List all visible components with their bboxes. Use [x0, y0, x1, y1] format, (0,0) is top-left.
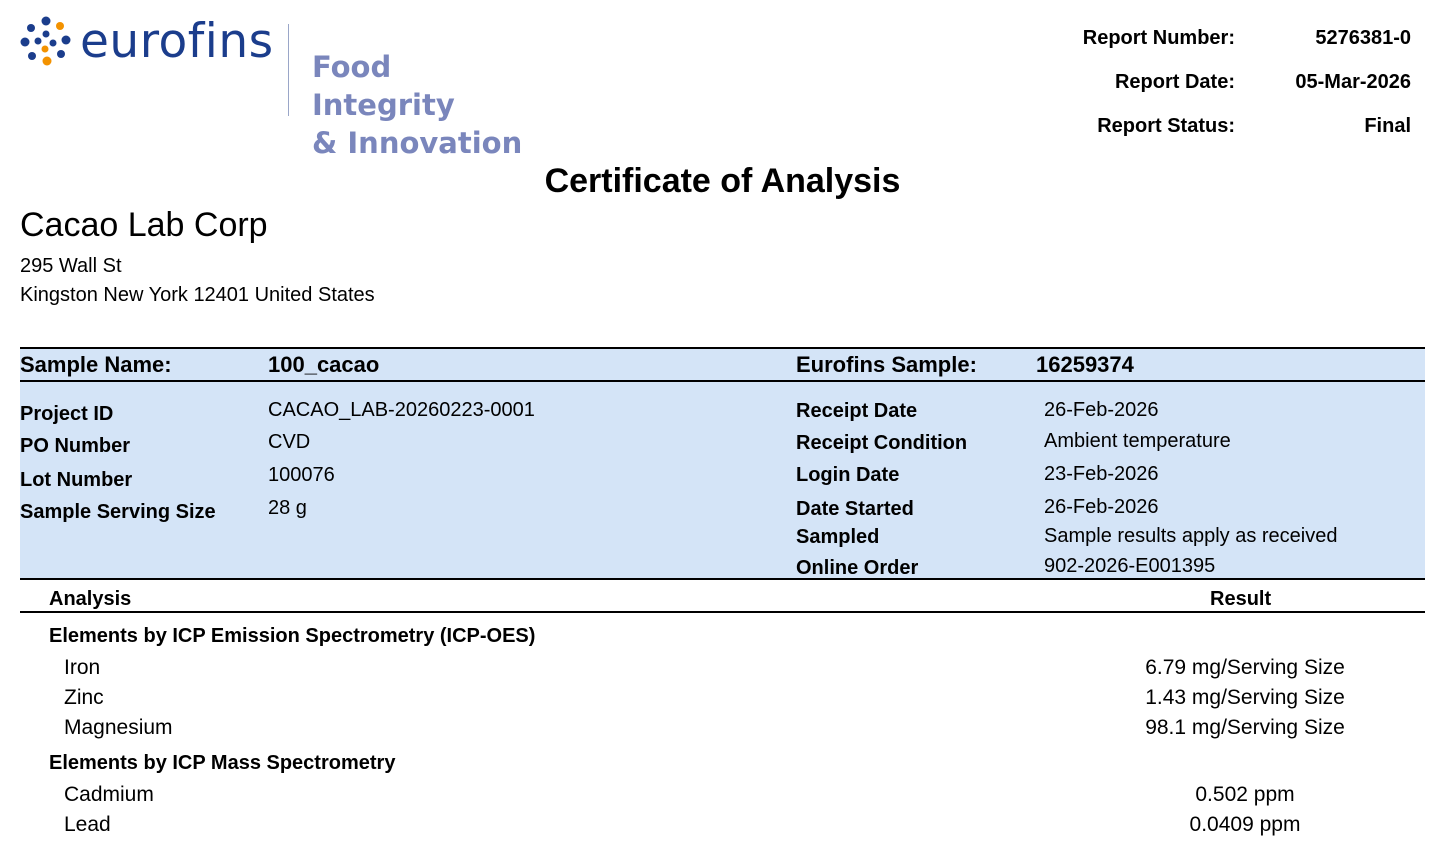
login-date-label: Login Date — [796, 464, 900, 486]
logo-division-line2: & Innovation — [312, 126, 523, 160]
receipt-date-label: Receipt Date — [796, 400, 918, 422]
analysis-row-name: Lead — [64, 813, 111, 836]
result-column-header: Result — [1210, 588, 1272, 610]
eurofins-sample-label: Eurofins Sample: — [796, 352, 977, 377]
logo-wordmark: eurofins — [80, 14, 274, 69]
report-meta — [1020, 16, 1411, 148]
analysis-row-result: 98.1 mg/Serving Size — [1145, 716, 1345, 739]
logo-division — [312, 48, 538, 162]
project-id-value: CACAO_LAB-20260223-0001 — [268, 399, 535, 421]
po-number-label: PO Number — [20, 435, 131, 457]
lot-number-value: 100076 — [268, 464, 335, 486]
online-order-label: Online Order — [796, 557, 919, 579]
online-order-value: 902-2026-E001395 — [1044, 555, 1216, 577]
sampled-value: Sample results apply as received — [1044, 525, 1338, 547]
report-date-row — [1020, 60, 1411, 104]
sample-name-value: 100_cacao — [268, 352, 380, 377]
login-date-value: 23-Feb-2026 — [1044, 463, 1159, 485]
report-number-value: 5276381-0 — [1315, 26, 1411, 49]
report-status-label: Report Status: — [1097, 114, 1235, 137]
report-status-row — [1020, 104, 1411, 148]
sampled-label: Sampled — [796, 526, 880, 548]
client-address-line1: 295 Wall St — [20, 255, 122, 277]
receipt-condition-label: Receipt Condition — [796, 432, 968, 454]
client-address-line2: Kingston New York 12401 United States — [20, 284, 375, 306]
eurofins-dots-icon — [18, 14, 74, 70]
sample-header — [20, 349, 1425, 382]
analysis-row-name: Zinc — [64, 686, 104, 709]
eurofins-sample-value: 16259374 — [1036, 352, 1134, 377]
analysis-row-name: Iron — [64, 656, 101, 679]
serving-size-label: Sample Serving Size — [20, 501, 216, 523]
analysis-row-result: 0.502 ppm — [1195, 783, 1295, 806]
report-date-label: Report Date: — [1114, 70, 1235, 93]
sample-name-label: Sample Name: — [20, 352, 172, 377]
analysis-row-name: Magnesium — [64, 716, 173, 739]
serving-size-value: 28 g — [268, 497, 307, 519]
report-status-value: Final — [1364, 114, 1411, 137]
analysis-group-title: Elements by ICP Mass Spectrometry — [49, 752, 396, 774]
logo-division-line1: Food Integrity — [312, 50, 455, 122]
logo-divider — [288, 24, 289, 116]
analysis-row-name: Cadmium — [64, 783, 154, 806]
date-started-label: Date Started — [796, 498, 914, 520]
receipt-date-value: 26-Feb-2026 — [1044, 399, 1159, 421]
eurofins-logo — [18, 10, 538, 160]
analysis-row-result: 1.43 mg/Serving Size — [1145, 686, 1345, 709]
report-number-row — [1020, 16, 1411, 60]
analysis-header — [20, 586, 1425, 613]
report-date-value: 05-Mar-2026 — [1295, 70, 1411, 93]
receipt-condition-value: Ambient temperature — [1044, 430, 1231, 452]
date-started-value: 26-Feb-2026 — [1044, 496, 1159, 518]
report-number-label: Report Number: — [1082, 26, 1235, 49]
analysis-group-title: Elements by ICP Emission Spectrometry (ICP-OES) — [49, 625, 536, 647]
project-id-label: Project ID — [20, 403, 114, 425]
analysis-column-header: Analysis — [49, 588, 132, 610]
analysis-row-result: 6.79 mg/Serving Size — [1145, 656, 1345, 679]
page-title: Certificate of Analysis — [544, 162, 901, 200]
client-name: Cacao Lab Corp — [20, 206, 268, 244]
po-number-value: CVD — [268, 431, 311, 453]
lot-number-label: Lot Number — [20, 469, 133, 491]
sample-info-box — [20, 347, 1425, 580]
analysis-row-result: 0.0409 ppm — [1189, 813, 1301, 836]
